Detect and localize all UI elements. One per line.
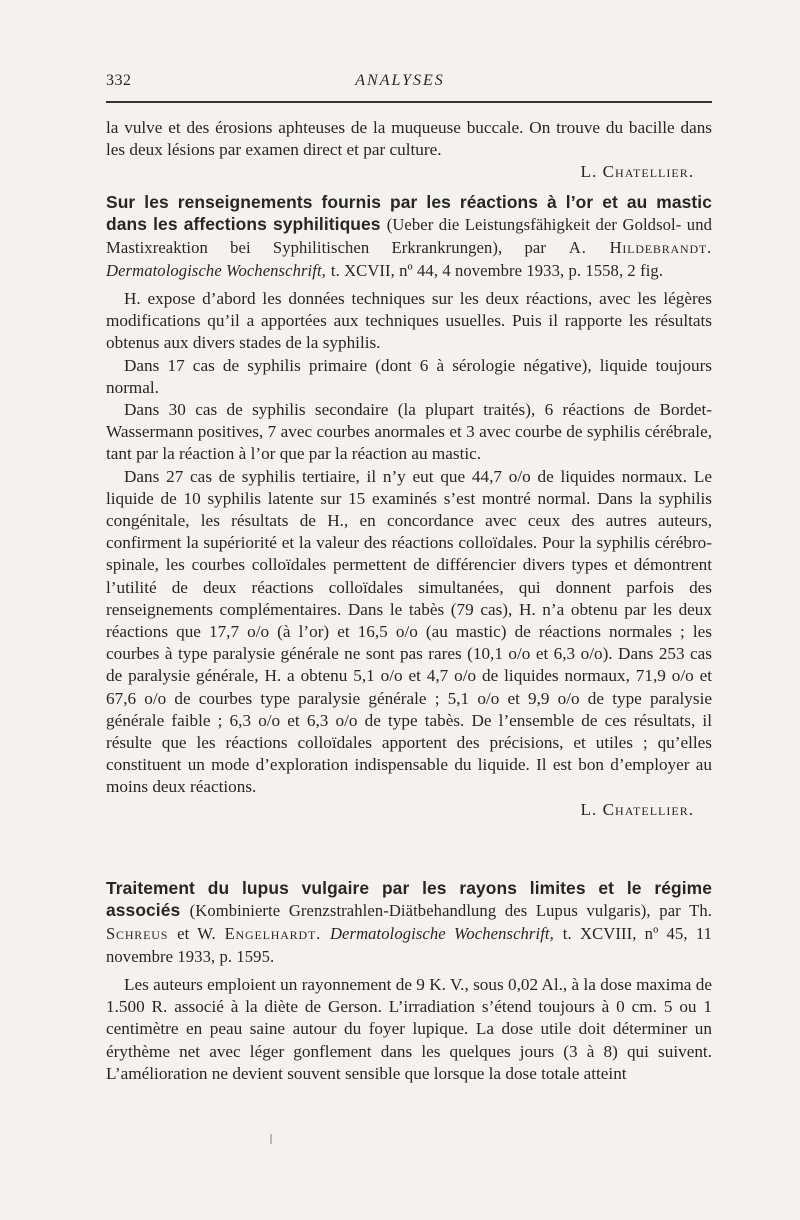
article-citation: t. XCVII, nº 44, 4 novembre 1933, p. 1558, 2 fig. (330, 261, 664, 280)
article-title-text: Sur les renseignements fournis par les réactions à l’or et au mastic dans les affections syphilitiques (106, 192, 712, 234)
article-schreus (106, 877, 712, 1085)
article-original-title: (Kombinierte Grenzstrahlen-Diätbehandlung des Lupus vulgaris), par Th. (189, 901, 712, 920)
article-citation: t. XCVIII, nº 45, 11 novembre 1933, p. 1595. (106, 924, 712, 966)
header-rule (106, 101, 712, 103)
article-ref-author: Engelhardt. (224, 924, 322, 943)
article-journal: Dermatologische Wochenschrift, (106, 261, 326, 280)
article-paragraph: Dans 17 cas de syphilis primaire (dont 6 à sérologie négative), liquide toujours normal. (106, 355, 712, 397)
paper-speck (270, 1134, 272, 1144)
article-paragraph: H. expose d’abord les données techniques sur les deux réactions, avec les légères modifications qu’il a apportées aux techniques usuelles. Puis il rapporte les résultats obtenus aux divers stades de la syphilis. (106, 289, 712, 353)
article-ref-author: A. Hildebrandt. (568, 238, 712, 257)
article-hildebrandt (106, 191, 712, 821)
article-journal: Dermatologische Wochenschrift, (329, 924, 554, 943)
article-ref-between: et W. (177, 924, 216, 943)
article-author: L. Chatellier. (580, 799, 694, 819)
article-paragraph: Dans 27 cas de syphilis tertiaire, il n’y eut que 44,7 o/o de liquides normaux. Le liquide de 10 syphilis latente sur 15 examinés s’est montré normal. Dans la syphilis congénitale, les résultats de H., en concordance avec ceux des autres auteurs, confirment la supériorité et la valeur des réactions colloïdales. Pour la syphilis cérébro-spinale, les courbes colloïdales permettent de différencier divers types et démontrent l’utilité de deux réactions colloïdales simultanées, qui donnent parfois des renseignements complémentaires. Dans le tabès (79 cas), H. n’a obtenu par les deux réactions que 17,7 o/o (à l’or) et 16,5 o/o (au mastic) de réactions normales ; les courbes à type paralysie générale ne sont pas rares (10,1 o/o et 6,3 o/o). Dans 253 cas de paralysie générale, H. a obtenu 5,1 o/o et 4,7 o/o de liquides normaux, 71,9 o/o et 67,6 o/o de courbes type paralysie générale ; 5,1 o/o et 9,9 o/o de type paralysie générale faible ; 6,3 o/o et 6,3 o/o de type tabès. De l’ensemble de ces résultats, il résulte que les réactions colloïdales apportent des précisions, et utiles ; qu’elles constituent un mode d’exploration indispensable du liquide. Il est bon d’employer au moins deux réactions. (106, 466, 712, 797)
running-title: ANALYSES (355, 72, 445, 89)
continuation-author: L. Chatellier. (580, 162, 694, 182)
article-paragraph: Dans 30 cas de syphilis secondaire (la plupart traités), 6 réactions de Bordet-Wassermann positives, 7 avec courbes anormales et 3 avec courbe de syphilis cérébrale, tant par la réaction à l’or que par la réaction au mastic. (106, 400, 712, 464)
article-title (106, 191, 712, 282)
article-paragraph: Les auteurs emploient un rayonnement de 9 K. V., sous 0,02 Al., à la dose maxima de 1.500 R. associé à la diète de Gerson. L’irradiation s’étend toujours à 0 cm. 5 ou 1 centimètre en peau saine autour du foyer lupique. La dose utile doit déterminer un érythème net avec léger gonflement dans les quelques jours (3 à 8) qui suivent. L’amélioration ne devient souvent sensible que lorsque la dose totale atteint (106, 975, 712, 1083)
article-ref-author: Schreus (106, 924, 169, 943)
article-title (106, 877, 712, 968)
article-title-text: Traitement du lupus vulgaire par les rayons limites et le régime associés (106, 878, 712, 920)
page-number: 332 (106, 72, 132, 89)
continuation-block (106, 117, 712, 184)
continuation-paragraph: la vulve et des érosions aphteuses de la muqueuse buccale. On trouve du bacille dans les deux lésions par examen direct et par culture. (106, 118, 712, 160)
article-original-title: (Ueber die Leistungsfähigkeit der Goldsol- und Mastixreaktion bei Syphilitischen Erkrankrungen), par (106, 215, 712, 257)
